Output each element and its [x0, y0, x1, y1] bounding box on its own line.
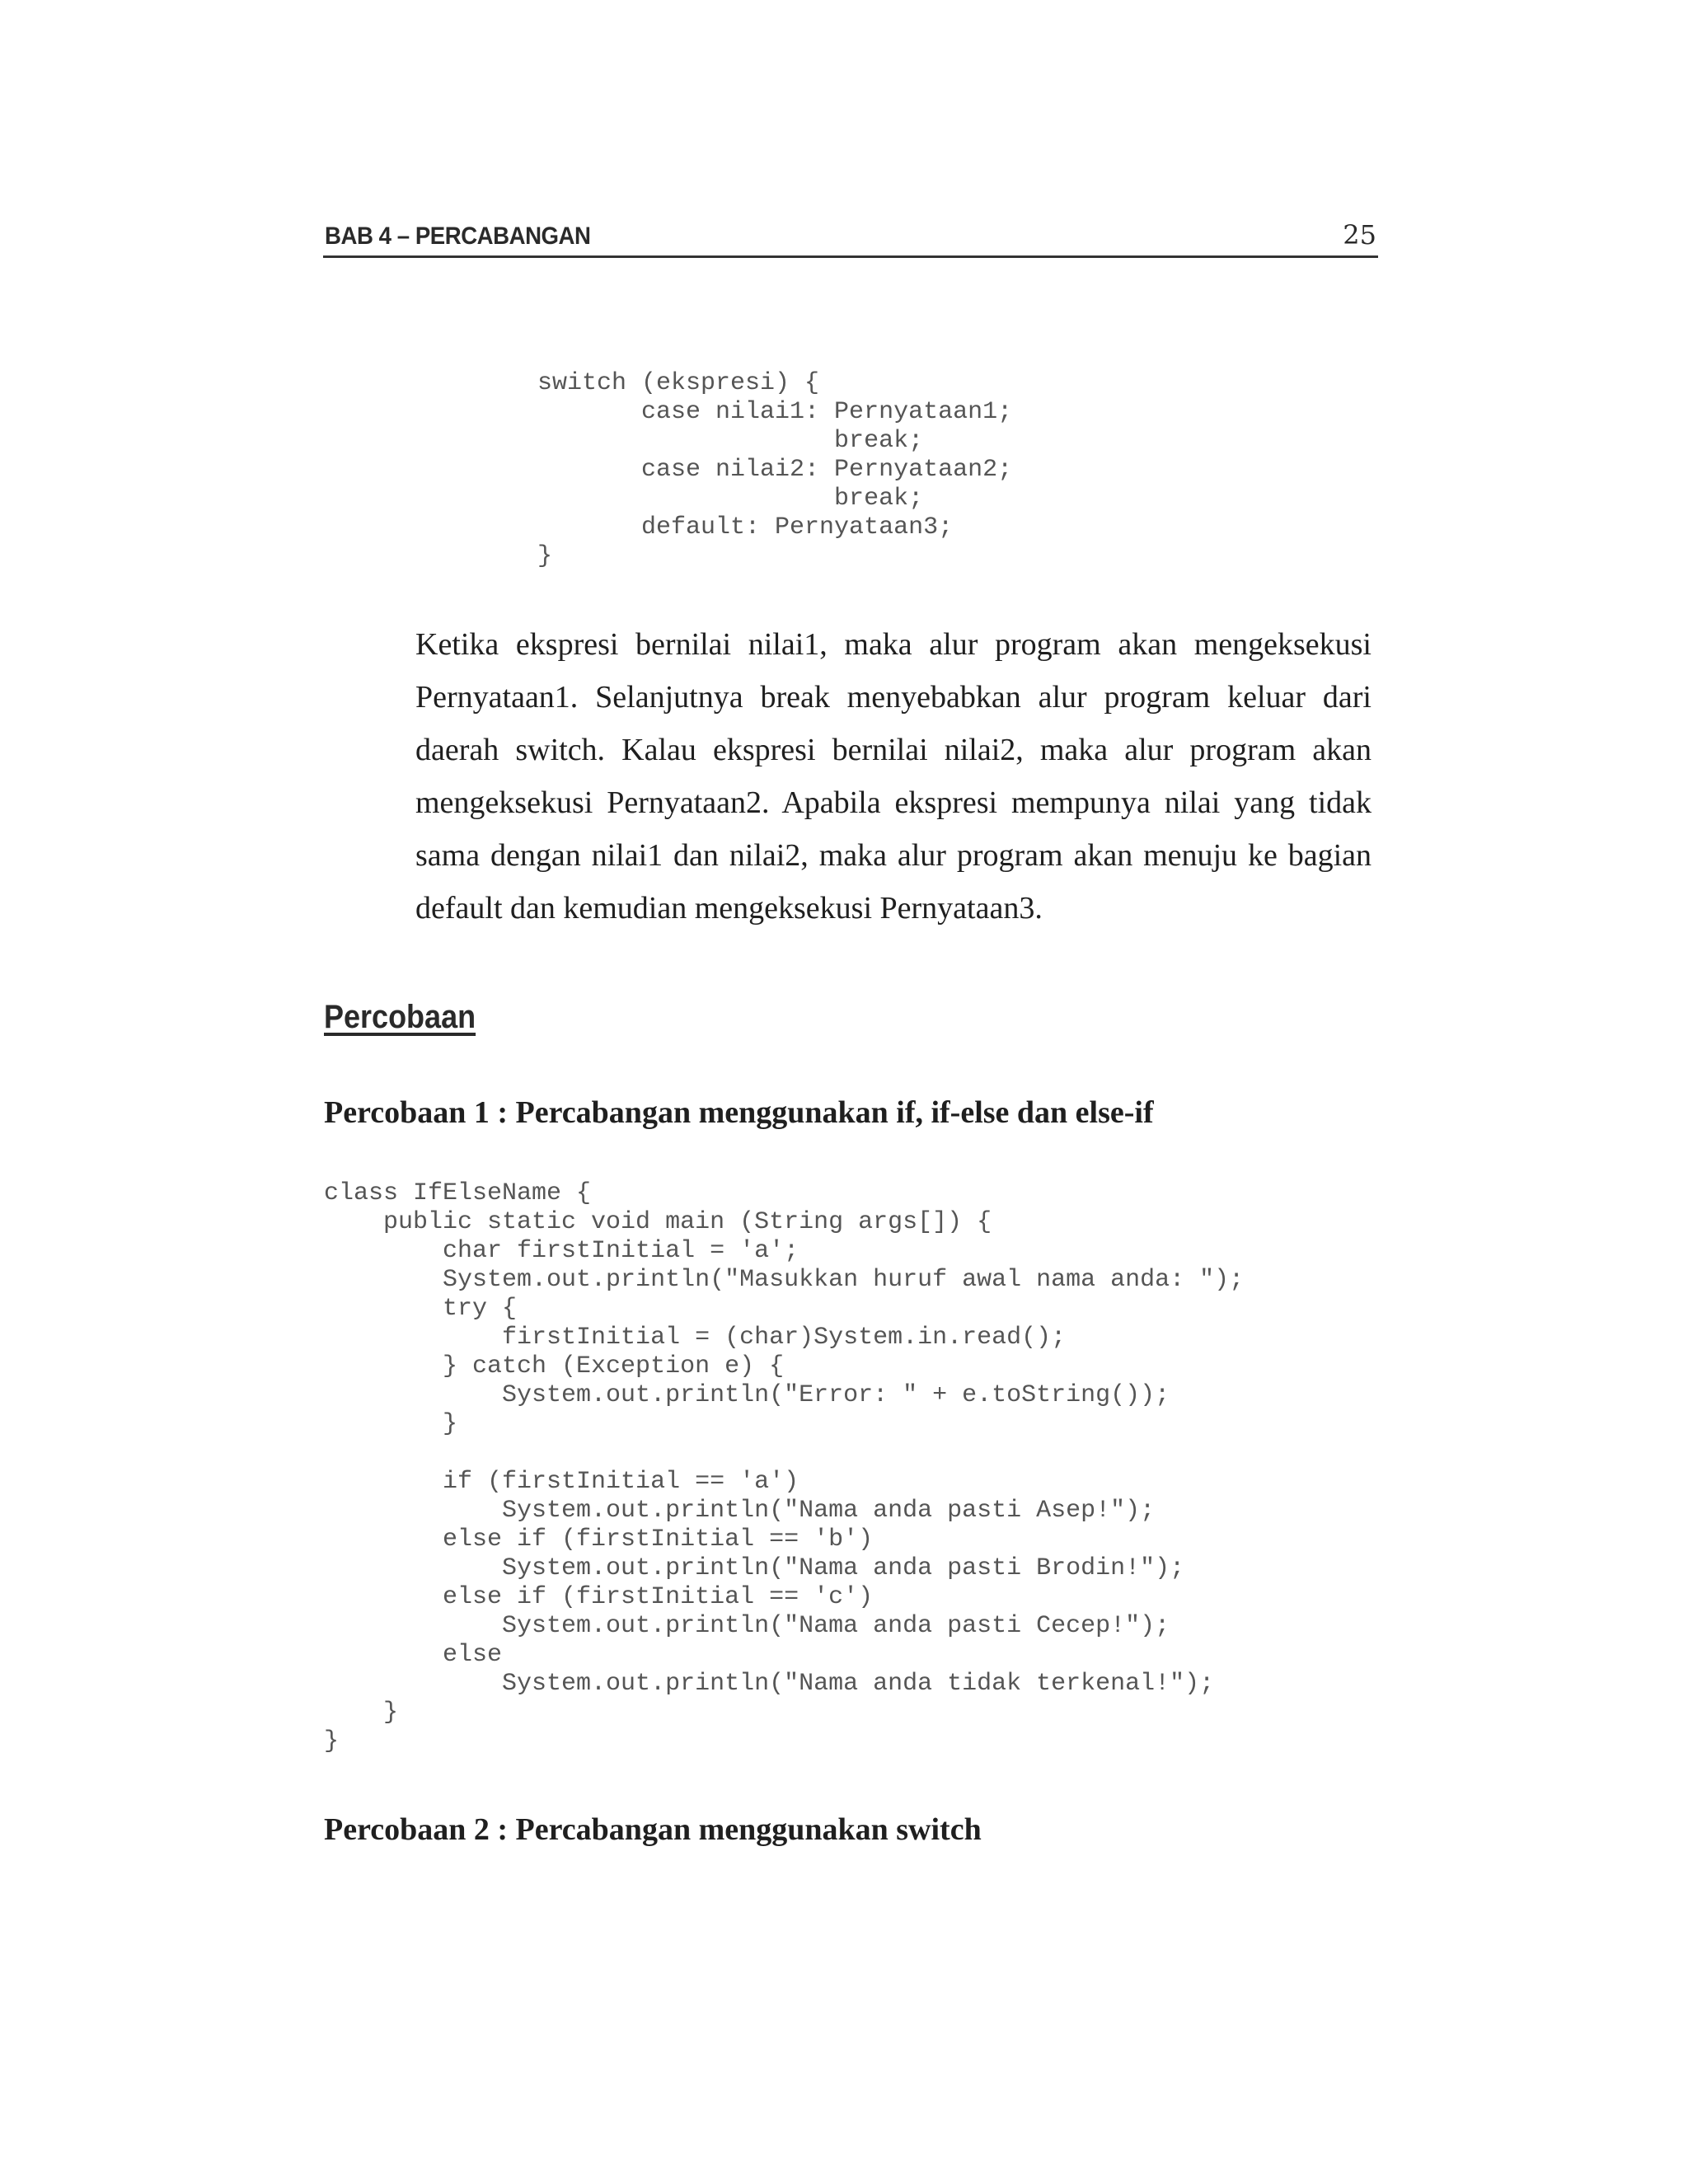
switch-syntax-code-block: switch (ekspresi) { case nilai1: Pernyataan1; break; case nilai2: Pernyataan2; break; default: Pernyataan3; } — [537, 369, 1013, 570]
chapter-title: BAB 4 – PERCABANGAN — [325, 223, 591, 250]
ifelse-code-block: class IfElseName { public static void main (String args[]) { char firstInitial = 'a'; System.out.println("Masukkan huruf awal nama anda: "); try { firstInitial = (char)System.in.read(); } catch (Exception e) { System.out.println("Error: " + e.toString()); } if (firstInitial == 'a') System.out.println("Nama anda pasti Asep!"); else if (firstInitial == 'b') System.out.println("Nama anda pasti Brodin!"); else if (firstInitial == 'c') System.out.println("Nama anda pasti Cecep!"); else System.out.println("Nama anda tidak terkenal!"); } } — [324, 1179, 1245, 1755]
running-header — [323, 216, 1378, 258]
experiment-1-title: Percobaan 1 : Percabangan menggunakan if, if-else dan else-if — [324, 1095, 1154, 1130]
section-heading-percobaan: Percobaan — [324, 999, 476, 1035]
page-number: 25 — [1343, 219, 1376, 251]
experiment-2-title: Percobaan 2 : Percabangan menggunakan switch — [324, 1812, 982, 1847]
explanation-paragraph: Ketika ekspresi bernilai nilai1, maka alur program akan mengeksekusi Pernyataan1. Selanjutnya break menyebabkan alur program keluar dari daerah switch. Kalau ekspresi bernilai nilai2, maka alur program akan mengeksekusi Pernyataan2. Apabila ekspresi mempunya nilai yang tidak sama dengan nilai1 dan nilai2, maka alur program akan menuju ke bagian default dan kemudian mengeksekusi Pernyataan3. — [415, 627, 1372, 926]
